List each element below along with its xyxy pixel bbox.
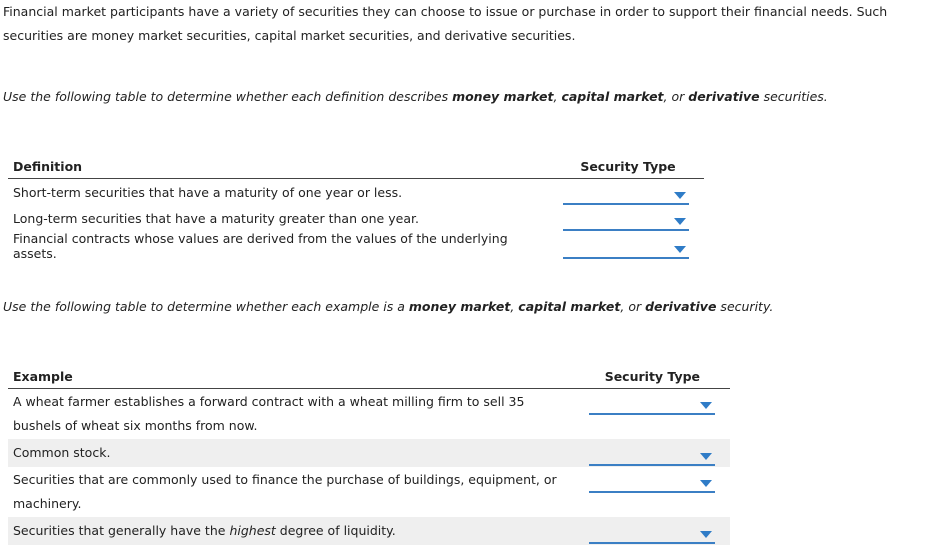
chevron-down-icon[interactable] <box>674 192 686 199</box>
security-type-cell <box>552 179 704 206</box>
table-row <box>8 389 730 440</box>
security-type-dropdown[interactable] <box>563 207 689 231</box>
security-type-dropdown[interactable] <box>589 391 715 415</box>
example-text <box>8 517 575 545</box>
term-derivative: derivative <box>645 299 717 314</box>
term-capital-market: capital market <box>518 299 621 314</box>
definition-text: Financial contracts whose values are derived from the values of the underlying assets. <box>13 231 508 261</box>
table-row <box>8 439 730 467</box>
examples-table <box>8 364 730 545</box>
instruction-examples <box>3 299 773 314</box>
security-type-cell <box>575 517 730 545</box>
table-row <box>8 205 704 231</box>
table-row <box>8 179 704 206</box>
definition-text: Short-term securities that have a maturity of one year or less. <box>13 184 403 200</box>
instruction-sep: , or <box>620 299 646 314</box>
table-header-row <box>8 154 704 179</box>
security-type-dropdown[interactable] <box>589 442 715 466</box>
security-type-dropdown[interactable] <box>589 469 715 493</box>
definition-text: Long-term securities that have a maturity greater than one year. <box>13 210 419 226</box>
definition-header: Definition <box>8 154 552 179</box>
instruction-text: security. <box>716 299 774 314</box>
table-row <box>8 467 730 517</box>
table-row <box>8 231 704 261</box>
instruction-text: securities. <box>759 89 828 104</box>
intro-paragraph: Financial market participants have a variety of securities they can choose to issue or purchase in order to support their financial needs. Such securities are money market securities, capital market securities, and derivative securities. <box>3 4 888 43</box>
term-money-market: money market <box>452 89 554 104</box>
example-text-part: Securities that generally have the <box>13 523 230 538</box>
term-money-market: money market <box>408 299 511 314</box>
table-header-row <box>8 364 730 389</box>
chevron-down-icon[interactable] <box>700 402 712 409</box>
security-type-cell <box>575 439 730 467</box>
instruction-text: Use the following table to determine whether each definition describes <box>3 89 453 104</box>
example-text: A wheat farmer establishes a forward contract with a wheat milling firm to sell 35 bushels of wheat six months from now. <box>13 394 525 433</box>
definitions-table <box>8 154 704 261</box>
security-type-cell <box>575 467 730 517</box>
security-type-dropdown[interactable] <box>563 181 689 205</box>
example-header: Example <box>8 364 575 389</box>
security-type-cell <box>552 231 704 261</box>
term-derivative: derivative <box>688 89 760 104</box>
example-text-part: degree of liquidity. <box>275 523 396 538</box>
term-capital-market: capital market <box>561 89 664 104</box>
chevron-down-icon[interactable] <box>700 480 712 487</box>
table-row <box>8 517 730 545</box>
security-type-cell <box>552 205 704 231</box>
chevron-down-icon[interactable] <box>674 218 686 225</box>
chevron-down-icon[interactable] <box>700 453 712 460</box>
example-text: Securities that are commonly used to finance the purchase of buildings, equipment, or machinery. <box>13 472 557 511</box>
security-type-dropdown[interactable] <box>563 235 689 259</box>
security-type-dropdown[interactable] <box>589 520 715 544</box>
security-type-header: Security Type <box>552 154 704 179</box>
emphasis-highest: highest <box>229 523 276 538</box>
instruction-definitions <box>3 89 828 104</box>
instruction-sep: , <box>553 89 562 104</box>
example-text: Common stock. <box>8 439 575 467</box>
instruction-sep: , <box>510 299 519 314</box>
security-type-cell <box>575 389 730 440</box>
security-type-header: Security Type <box>575 364 730 389</box>
chevron-down-icon[interactable] <box>700 531 712 538</box>
chevron-down-icon[interactable] <box>674 246 686 253</box>
instruction-text: Use the following table to determine whether each example is a <box>3 299 409 314</box>
instruction-sep: , or <box>663 89 689 104</box>
